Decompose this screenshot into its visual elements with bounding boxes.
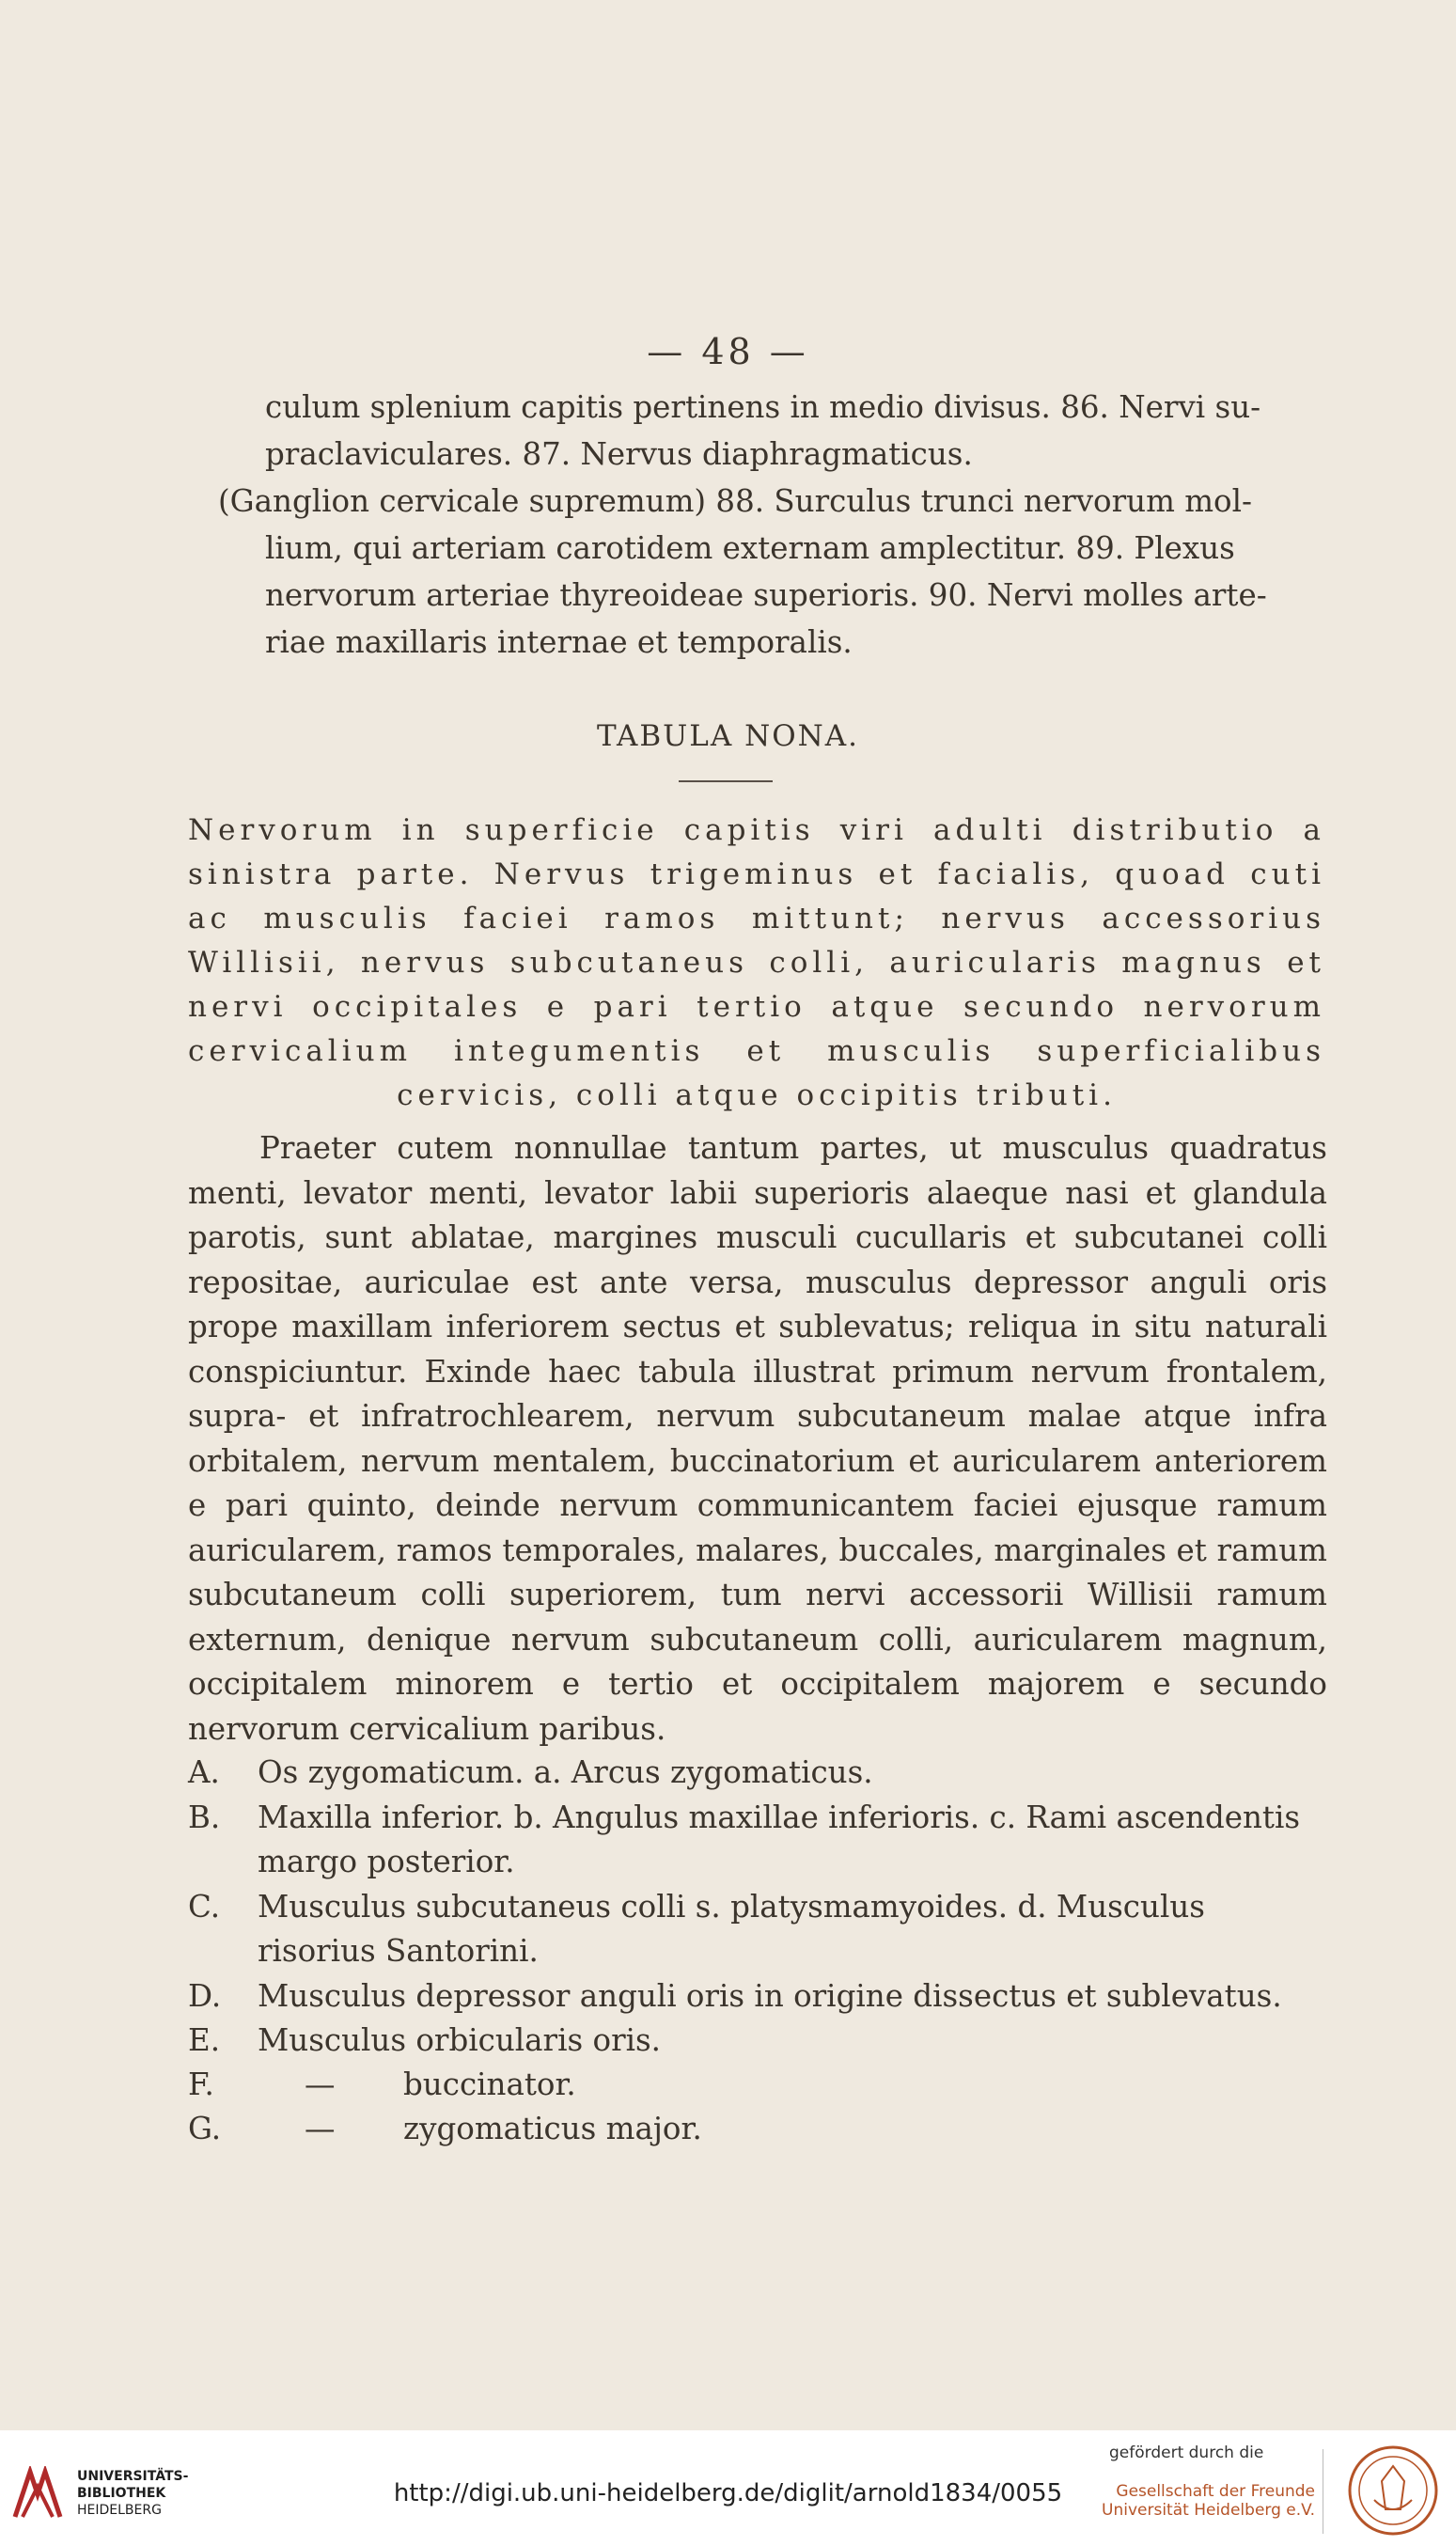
legend-label: F. <box>188 2067 214 2102</box>
society-name[interactable] <box>1102 2482 1315 2520</box>
legend-label: G. <box>188 2111 222 2146</box>
legend-item <box>188 1974 1327 2019</box>
footer-bar <box>0 2430 1456 2546</box>
intro-line: culum splenium capitis pertinens in medio divisus. 86. Nervi su- <box>265 389 1261 425</box>
section-title: TABULA NONA. <box>596 719 859 753</box>
page-number: — 48 — <box>647 331 809 372</box>
legend-text: Maxilla inferior. b. Angulus maxillae inferioris. c. Rami ascendentis margo posterior. <box>258 1799 1301 1879</box>
intro-line: praclaviculares. 87. Nervus diaphragmaticus. <box>265 436 973 472</box>
body-paragraph: Praeter cutem nonnullae tantum partes, ut musculus quadratus menti, levator menti, levator labii superioris alaeque nasi et glandula parotis, sunt ablatae, margines musculi cucullaris et subcutanei colli repositae, auriculae est ante versa, musculus depressor anguli oris prope maxillam inferiorem sectus et sublevatus; reliqua in situ naturali conspiciuntur. Exinde haec tabula illustrat primum nervum frontalem, supra- et infratrochlearem, nervum subcutaneum malae atque infra orbitalem, nervum mentalem, buccinatorium et auricularem anteriorem e pari quinto, deinde nervum communicantem faciei ejusque ramum auricularem, ramos temporales, malares, buccales, marginales et ramum subcutaneum colli superiorem, tum nervi accessorii Willisii ramum externum, denique nervum subcutaneum colli, auricularem magnum, occipitalem minorem e tertio et occipitalem majorem e secundo nervorum cervicalium paribus. <box>188 1130 1327 1747</box>
ditto-dash: — <box>305 2067 336 2102</box>
legend-item <box>188 2107 1327 2151</box>
legend-text: Musculus subcutaneus colli s. platysmamyoides. d. Musculus risorius Santorini. <box>258 1889 1205 1969</box>
legend-text: zygomaticus major. <box>403 2111 702 2146</box>
society-line: Universität Heidelberg e.V. <box>1102 2501 1315 2520</box>
legend-text: Musculus depressor anguli oris in origine dissectus et sublevatus. <box>258 1978 1282 2014</box>
library-line: HEIDELBERG <box>77 2503 162 2518</box>
legend-text: Musculus orbicularis oris. <box>258 2022 662 2058</box>
legend-item <box>188 1751 1327 1795</box>
legend-label: C. <box>188 1889 221 1925</box>
university-seal-icon <box>1346 2444 1440 2538</box>
ditto-dash: — <box>305 2111 336 2146</box>
intro-line: lium, qui arteriam carotidem externam amplectitur. 89. Plexus <box>265 530 1235 566</box>
legend-item <box>188 2063 1327 2107</box>
title-rule <box>679 780 773 782</box>
society-line: Gesellschaft der Freunde <box>1116 2482 1315 2501</box>
library-line: BIBLIOTHEK <box>77 2486 166 2501</box>
permalink-url[interactable]: http://digi.ub.uni-heidelberg.de/diglit/arnold1834/0055 <box>393 2479 1063 2507</box>
legend-item <box>188 2019 1327 2063</box>
legend-label: B. <box>188 1799 221 1835</box>
legend-label: E. <box>188 2022 221 2058</box>
library-line: UNIVERSITÄTS- <box>77 2469 189 2484</box>
legend-label: D. <box>188 1978 222 2014</box>
legend-item <box>188 1885 1327 1973</box>
legend-text: Os zygomaticum. a. Arcus zygomaticus. <box>258 1754 873 1790</box>
intro-line: (Ganglion cervicale supremum) 88. Surculus trunci nervorum mol- <box>218 483 1253 519</box>
funded-by-label: gefördert durch die <box>1109 2444 1264 2462</box>
legend-item <box>188 1796 1327 1884</box>
intro-line: nervorum arteriae thyreoideae superioris. 90. Nervi molles arte- <box>265 577 1267 613</box>
summary-paragraph: Nervorum in superficie capitis viri adulti distributio a sinistra parte. Nervus trigeminus et facialis, quoad cuti ac musculis faciei ramos mittunt; nervus accessorius Willisii, nervus subcutaneus colli, auricularis magnus et nervi occipitales e pari tertio atque secundo nervorum cervicalium integumentis et musculis superficialibus cervicis, colli atque occipitis tributi. <box>188 813 1325 1112</box>
legend-label: A. <box>188 1754 220 1790</box>
intro-line: riae maxillaris internae et temporalis. <box>265 624 853 660</box>
legend-text: buccinator. <box>403 2067 576 2102</box>
